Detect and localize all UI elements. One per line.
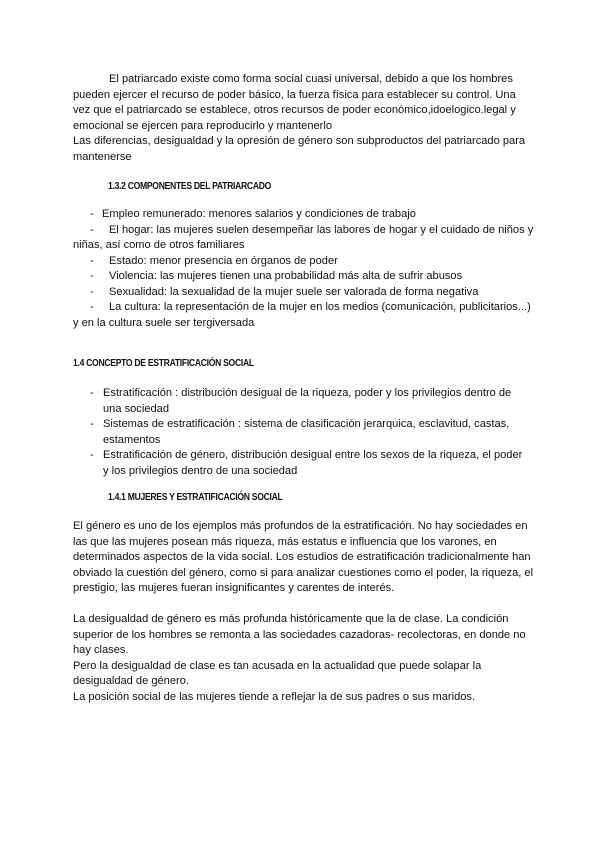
- patriarchy-components-list: [73, 207, 535, 331]
- body-paragraph: El género es uno de los ejemplos más profundos de la estratificación. No hay sociedades en las que las mujeres posean más riqueza, más estatus e influencia que los varones, en determinados aspectos de la vida social. Los estudios de estratificación tradicionalmente han obviado la cuestión del género, como si para analizar cuestiones como el poder, la riqueza, el prestigio, las mujeres fueran insignificantes y carentes de interés.: [73, 520, 534, 594]
- body-paragraph: La desigualdad de género es más profunda históricamente que la de clase. La condición superior de los hombres se remonta a las sociedades cazadoras- recolectoras, en donde no hay clases.: [73, 613, 526, 656]
- list-item: - Sistemas de estratificación : sistema de clasificación jerarquica, esclavitud, castas, estamentos: [90, 418, 510, 446]
- section-heading-1-4: 1.4 CONCEPTO DE ESTRATIFICACIÓN SOCIAL: [73, 358, 254, 369]
- section-heading-1-3-2: 1.3.2 COMPONENTES DEL PATRIARCADO: [108, 181, 272, 192]
- intro-block: [73, 72, 535, 165]
- body-paragraph: Pero la desigualdad de clase es tan acusada en la actualidad que puede solapar la desigualdad de género.: [73, 659, 482, 687]
- stratification-concept-list: [73, 386, 528, 479]
- list-item: - Estratificación de género, distribución desigual entre los sexos de la riqueza, el poder y los privilegios dentro de una sociedad: [90, 449, 523, 477]
- list-item: - Estado: menor presencia en órganos de poder: [90, 254, 338, 267]
- list-item: - Sexualidad: la sexualidad de la mujer suele ser valorada de forma negativa: [90, 285, 479, 298]
- section-heading-1-4-1: 1.4.1 MUJERES Y ESTRATIFICACIÓN SOCIAL: [108, 492, 283, 503]
- list-item: - La cultura: la representación de la mujer en los medios (comunicación, publicitarios...) y en la cultura suele ser tergiversada: [73, 301, 531, 329]
- intro-paragraph-1: El patriarcado existe como forma social cuasi universal, debido a que los hombres pueden ejercer el recurso de poder básico, la fuerza física para establecer su control. Una vez que el patriarcado se establece, otros recursos de poder económico,idoelogico.legal y emocional se ejercen para reproducirlo y mantenerlo: [73, 73, 516, 132]
- list-item: - Empleo remunerado: menores salarios y condiciones de trabajo: [90, 208, 416, 220]
- intro-paragraph-2: Las diferencias, desigualdad y la opresión de género son subproductos del patriarcado para mantenerse: [73, 135, 526, 163]
- list-item: - Estratificación : distribución desigual de la riqueza, poder y los privilegios dentro de una sociedad: [90, 387, 512, 415]
- list-item: - El hogar: las mujeres suelen desempeñar las labores de hogar y el cuidado de niños y niñas, así como de otros familiares: [73, 223, 534, 251]
- body-paragraph: La posición social de las mujeres tiende a reflejar la de sus padres o sus maridos.: [73, 690, 476, 703]
- women-stratification-text: [73, 519, 535, 705]
- list-item: - Violencia: las mujeres tienen una probabilidad más alta de sufrir abusos: [90, 270, 463, 282]
